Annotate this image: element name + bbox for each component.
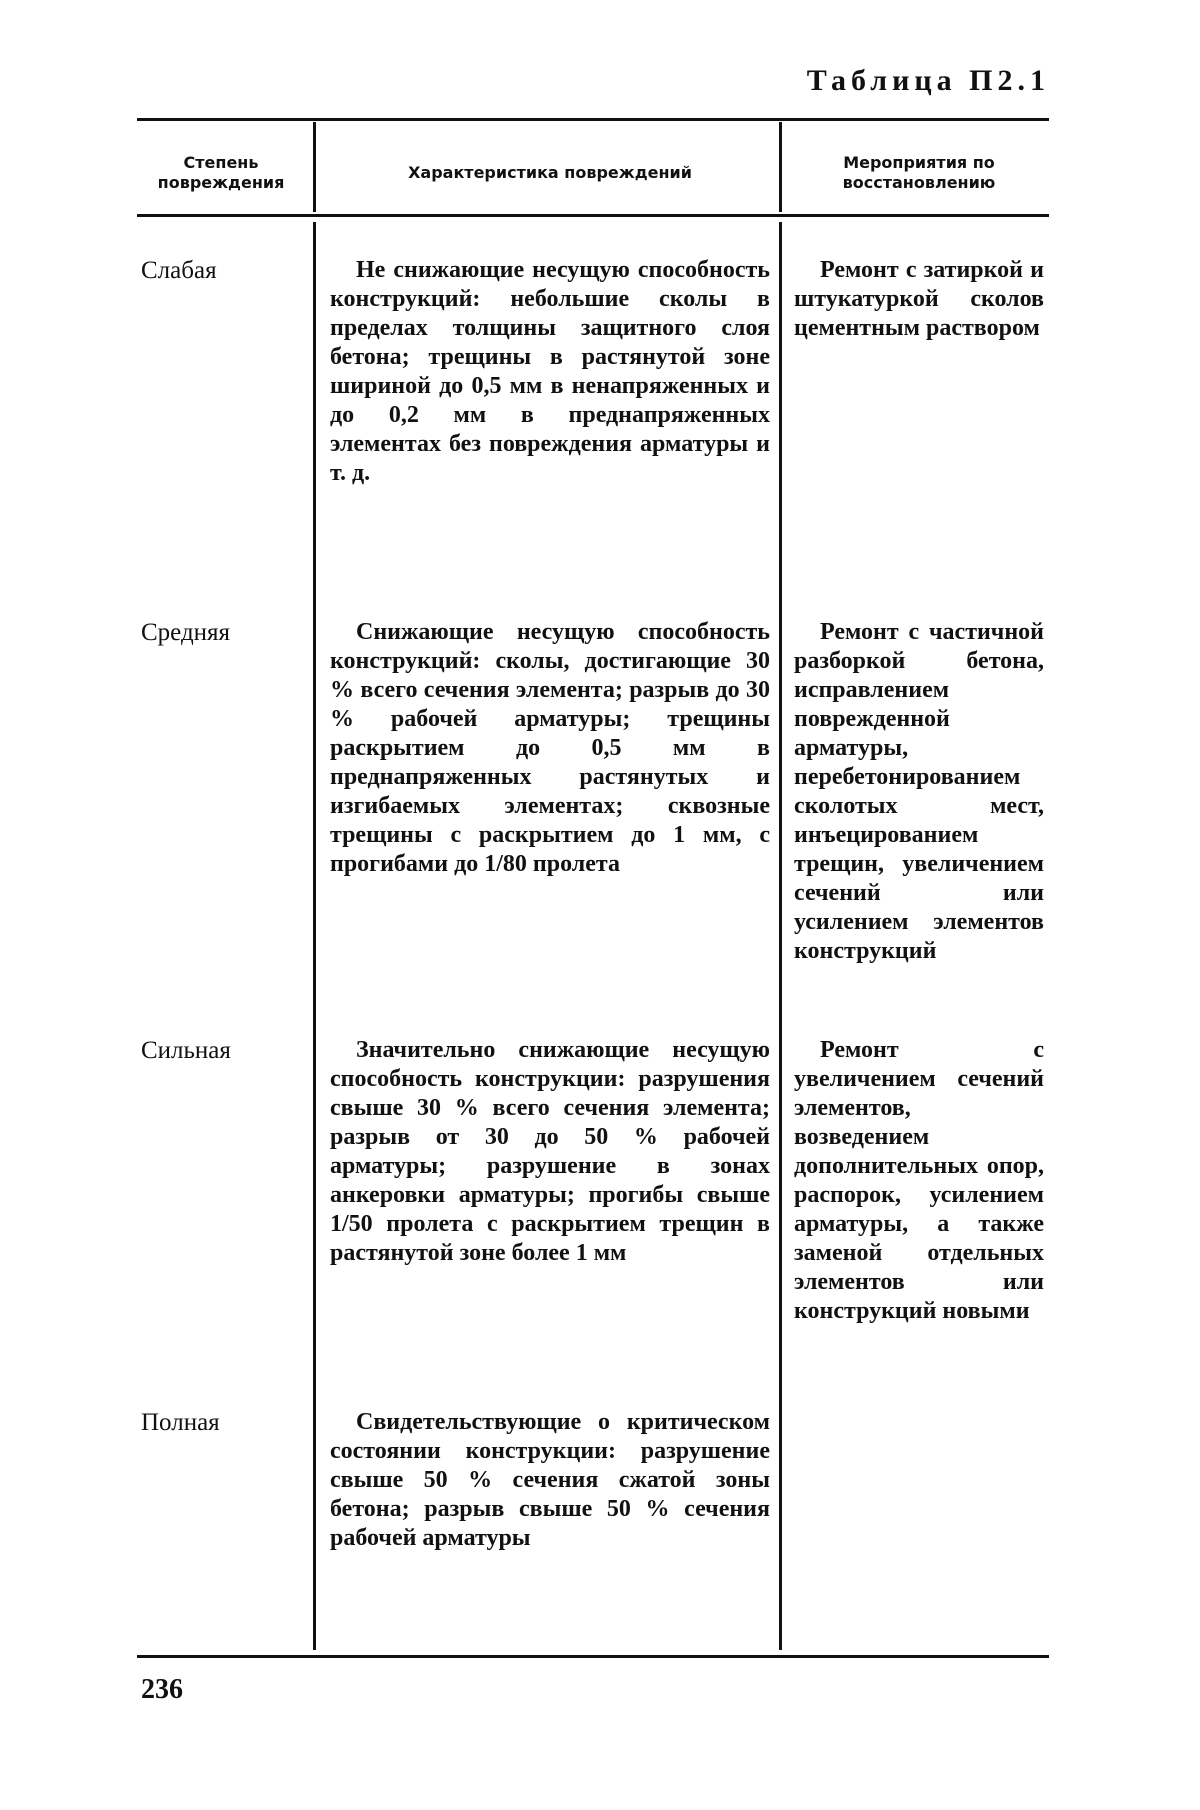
row-degree: Слабая — [141, 257, 217, 284]
table-top-rule — [137, 118, 1049, 121]
column-divider-2 — [779, 122, 782, 212]
column-header-degree: Степень повреждения — [157, 153, 285, 192]
row-characteristic: Значительно снижающие несущую способность конструкции: разрушения свыше 30 % всего сечения элемента; разрыв от 30 до 50 % рабочей арматуры; разрушение в зонах анкеровки арматуры; прогибы свыше 1/50 пролета с раскрытием трещин в растянутой зоне более 1 мм — [330, 1037, 770, 1266]
row-characteristic: Снижающие несущую способность конструкций: сколы, достигающие 30 % всего сечения элемента; разрыв до 30 % рабочей арматуры; трещины раскрытием до 0,5 мм в преднапряженных растянутых и изгибаемых элементах; сквозные трещины с раскрытием до 1 мм, с прогибами до 1/80 пролета — [330, 619, 770, 877]
table-title: Таблица П2.1 — [806, 64, 1050, 97]
damage-table — [137, 118, 1049, 1658]
table-bottom-rule — [137, 1655, 1049, 1658]
row-characteristic: Свидетельствующие о критическом состоянии конструкции: разрушение свыше 50 % сечения сжатой зоны бетона; разрыв свыше 50 % сечения рабочей арматуры — [330, 1409, 770, 1551]
row-characteristic: Не снижающие несущую способность конструкций: небольшие сколы в пределах толщины защитного слоя бетона; трещины в растянутой зоне шириной до 0,5 мм в ненапряженных и до 0,2 мм в преднапряженных элементах без повреждения арматуры и т. д. — [330, 257, 770, 486]
row-degree: Средняя — [141, 619, 231, 646]
row-measures: Ремонт с затиркой и штукатуркой сколов цементным раствором — [794, 257, 1044, 341]
row-measures: Ремонт с частичной разборкой бетона, исправлением поврежденной арматуры, перебетонированием сколотых мест, инъецированием трещин, увеличением сечений или усилением элементов конструкций — [794, 619, 1044, 964]
column-divider-1-body — [313, 222, 316, 1650]
row-degree: Сильная — [141, 1037, 231, 1064]
row-degree: Полная — [141, 1409, 220, 1436]
column-header-characteristic: Характеристика повреждений — [408, 163, 692, 182]
column-header-measures: Мероприятия по восстановлению — [842, 153, 996, 192]
page-number: 236 — [141, 1674, 183, 1705]
column-divider-2-body — [779, 222, 782, 1650]
row-measures: Ремонт с увеличением сечений элементов, возведением дополнительных опор, распорок, усилением арматуры, а также заменой отдельных элементов или конструкций новыми — [794, 1037, 1044, 1324]
column-divider-1 — [313, 122, 316, 212]
